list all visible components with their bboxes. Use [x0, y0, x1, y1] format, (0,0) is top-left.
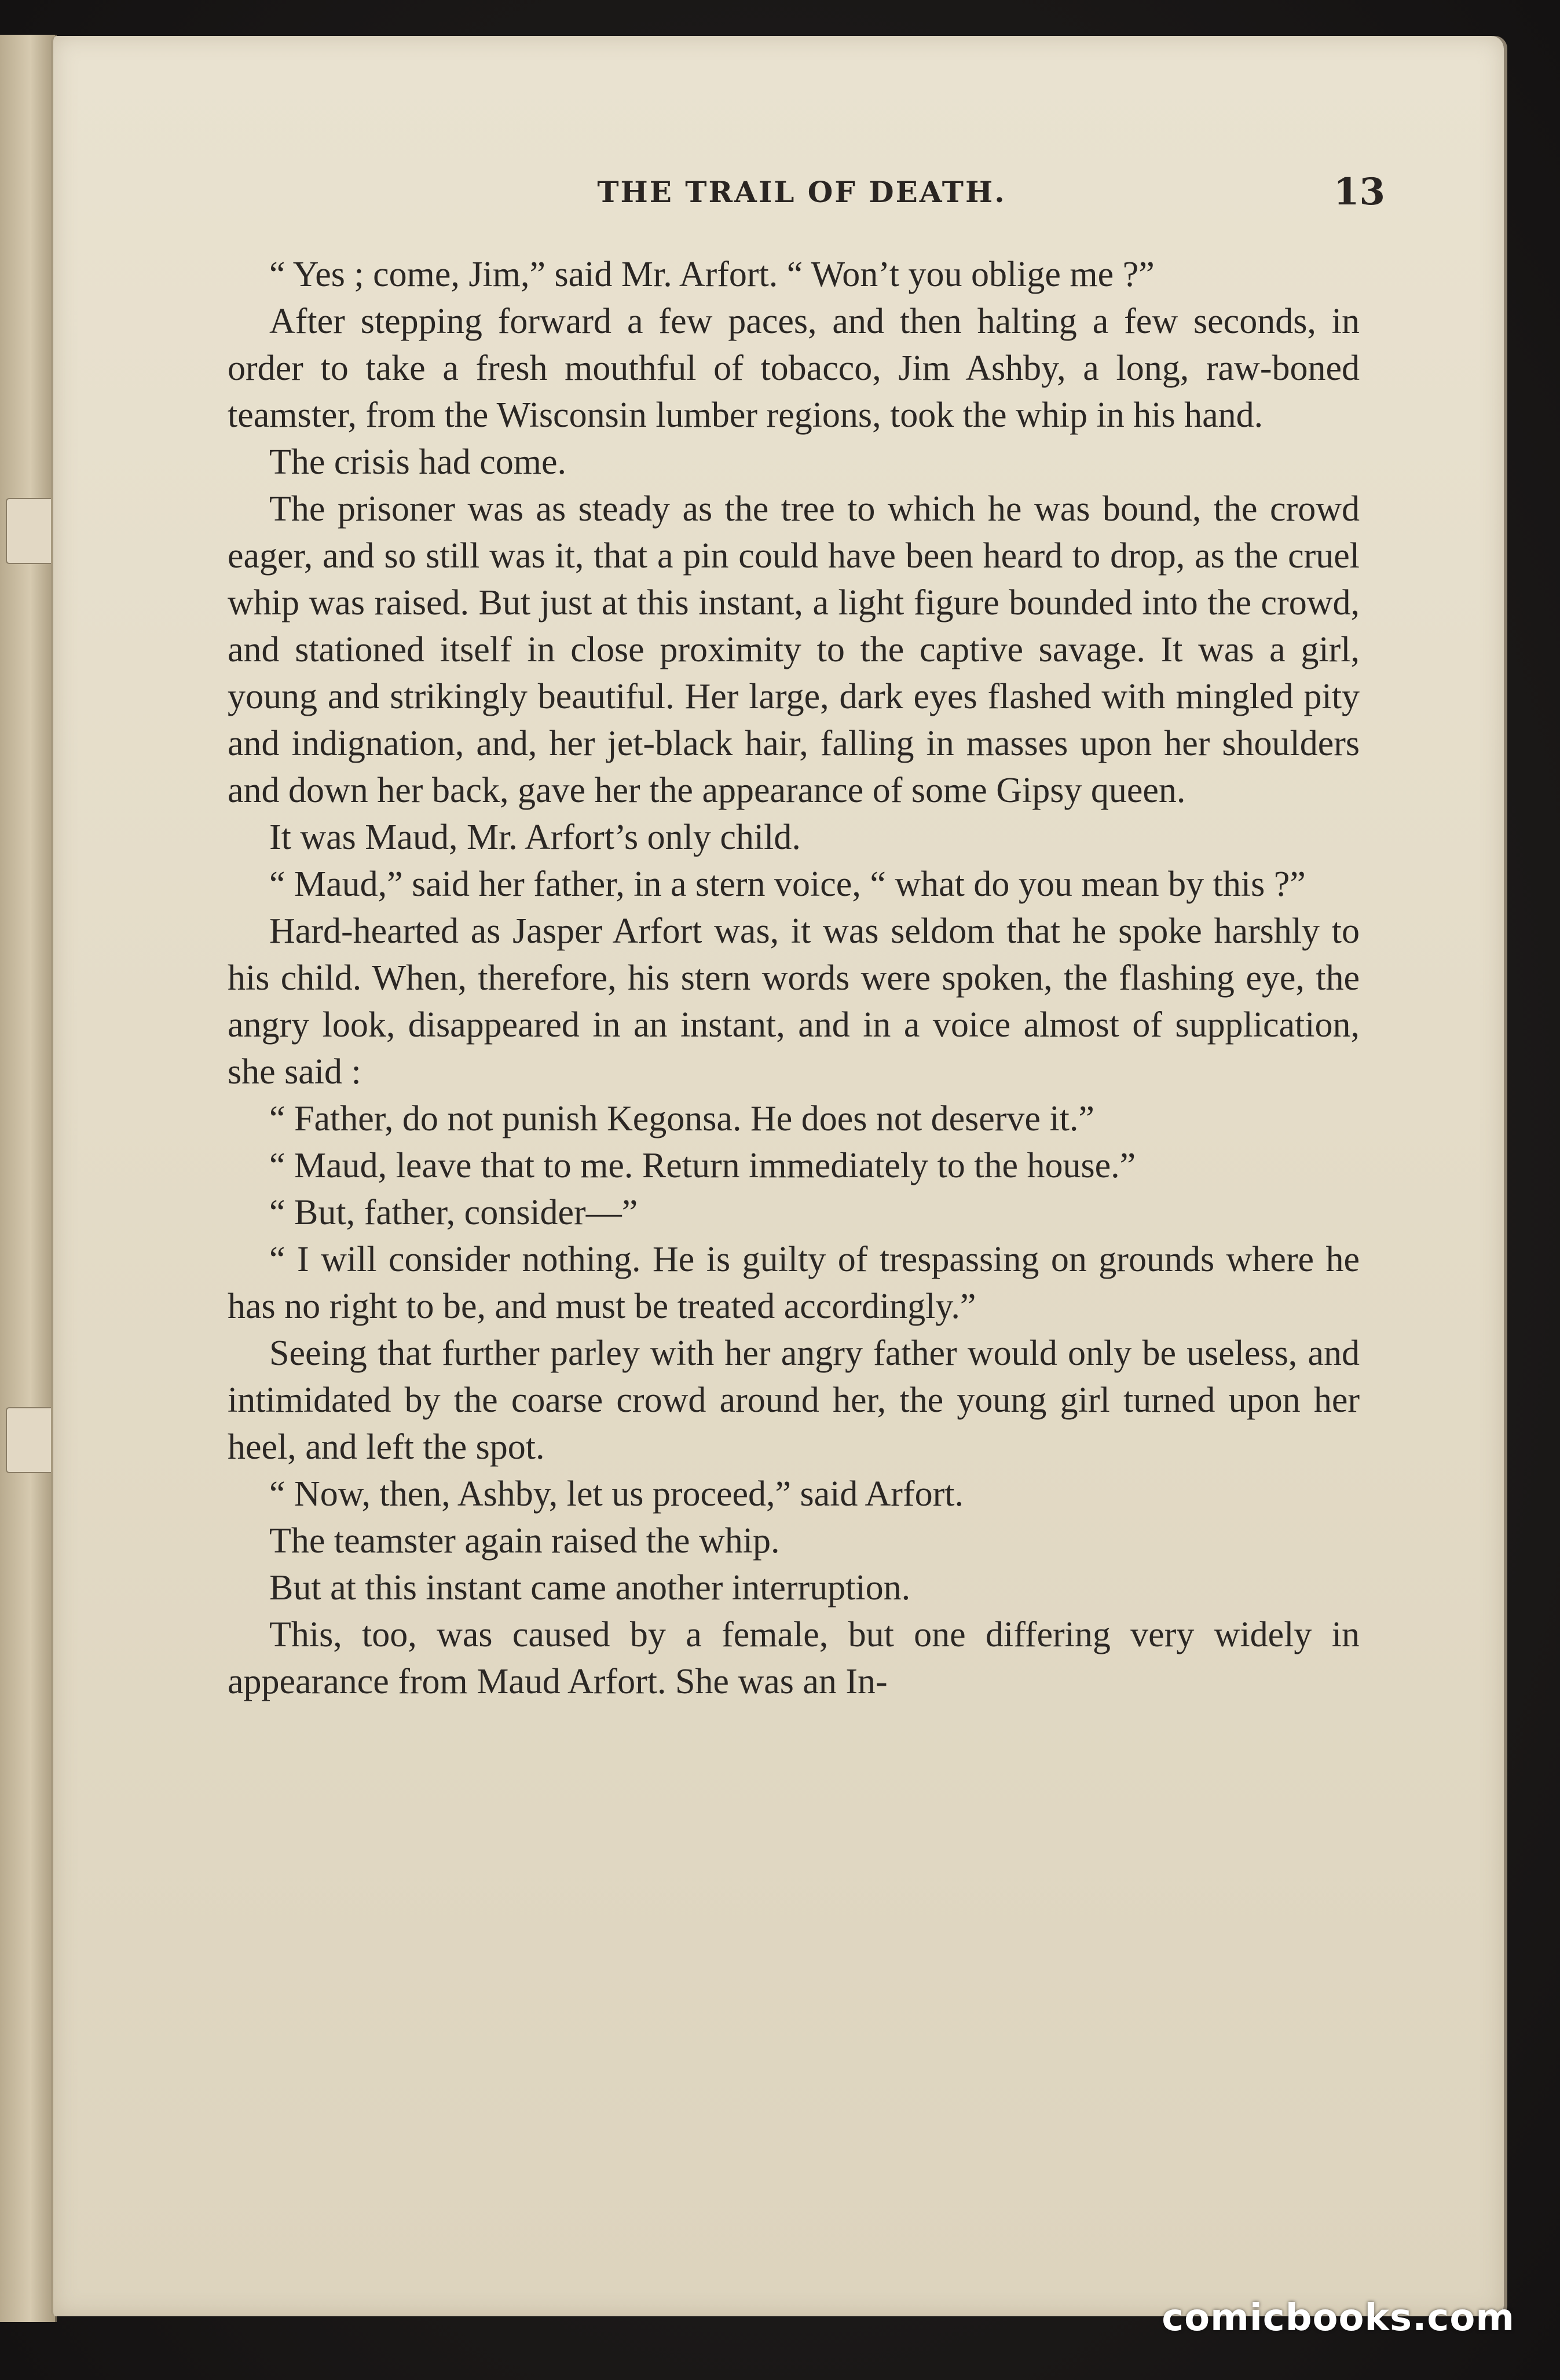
paragraph: The prisoner was as steady as the tree to which he was bound, the crowd eager, and so still was it, that a pin could have been heard to drop, as the cruel whip was raised. But just at this instant, a light figure bounded into the crowd, and stationed itself in close proximity to the captive savage. It was a girl, young and strikingly beautiful. Her large, dark eyes flashed with mingled pity and indignation, and, her jet-black hair, falling in masses upon her shoulders and down her back, gave her the appearance of some Gipsy queen.	[228, 489, 1360, 810]
paragraph: “ I will consider nothing. He is guilty of trespassing on grounds where he has no right to be, and must be treated accordingly.”	[228, 1240, 1360, 1326]
body-text	[228, 251, 1360, 1705]
paragraph: Seeing that further parley with her angry father would only be useless, and intimidated by the coarse crowd around her, the young girl turned upon her heel, and left the spot.	[228, 1334, 1360, 1467]
paragraph: This, too, was caused by a female, but one differing very widely in appearance from Maud Arfort. She was an In-	[228, 1615, 1360, 1701]
paragraph: After stepping forward a few paces, and then halting a few seconds, in order to take a fresh mouthful of tobacco, Jim Ashby, a long, raw-boned teamster, from the Wisconsin lumber regions, took the whip in his hand.	[228, 302, 1360, 435]
paragraph: “ Yes ; come, Jim,” said Mr. Arfort. “ Won’t you oblige me ?”	[269, 255, 1155, 294]
paragraph: “ Now, then, Ashby, let us proceed,” said Arfort.	[269, 1474, 964, 1514]
paragraph: “ But, father, consider—”	[269, 1193, 638, 1232]
watermark: comicbooks.com	[1162, 2297, 1515, 2339]
running-head	[53, 170, 1504, 221]
page-number: 13	[1333, 170, 1385, 214]
paragraph: Hard-hearted as Jasper Arfort was, it was seldom that he spoke harshly to his child. When, therefore, his stern words were spoken, the flashing eye, the angry look, disappeared in an instant, and in a voice almost of supplication, she said :	[228, 911, 1360, 1092]
paragraph: But at this instant came another interruption.	[269, 1568, 911, 1608]
paragraph: “ Father, do not punish Kegonsa. He does not deserve it.”	[269, 1099, 1094, 1138]
paragraph: “ Maud,” said her father, in a stern voice, “ what do you mean by this ?”	[269, 865, 1306, 904]
paragraph: The teamster again raised the whip.	[269, 1521, 780, 1561]
paragraph: “ Maud, leave that to me. Return immediately to the house.”	[269, 1146, 1136, 1185]
running-title: THE TRAIL OF DEATH.	[597, 175, 1006, 209]
paragraph: It was Maud, Mr. Arfort’s only child.	[269, 818, 801, 857]
paragraph: The crisis had come.	[269, 442, 567, 482]
book-spine	[0, 35, 57, 2322]
